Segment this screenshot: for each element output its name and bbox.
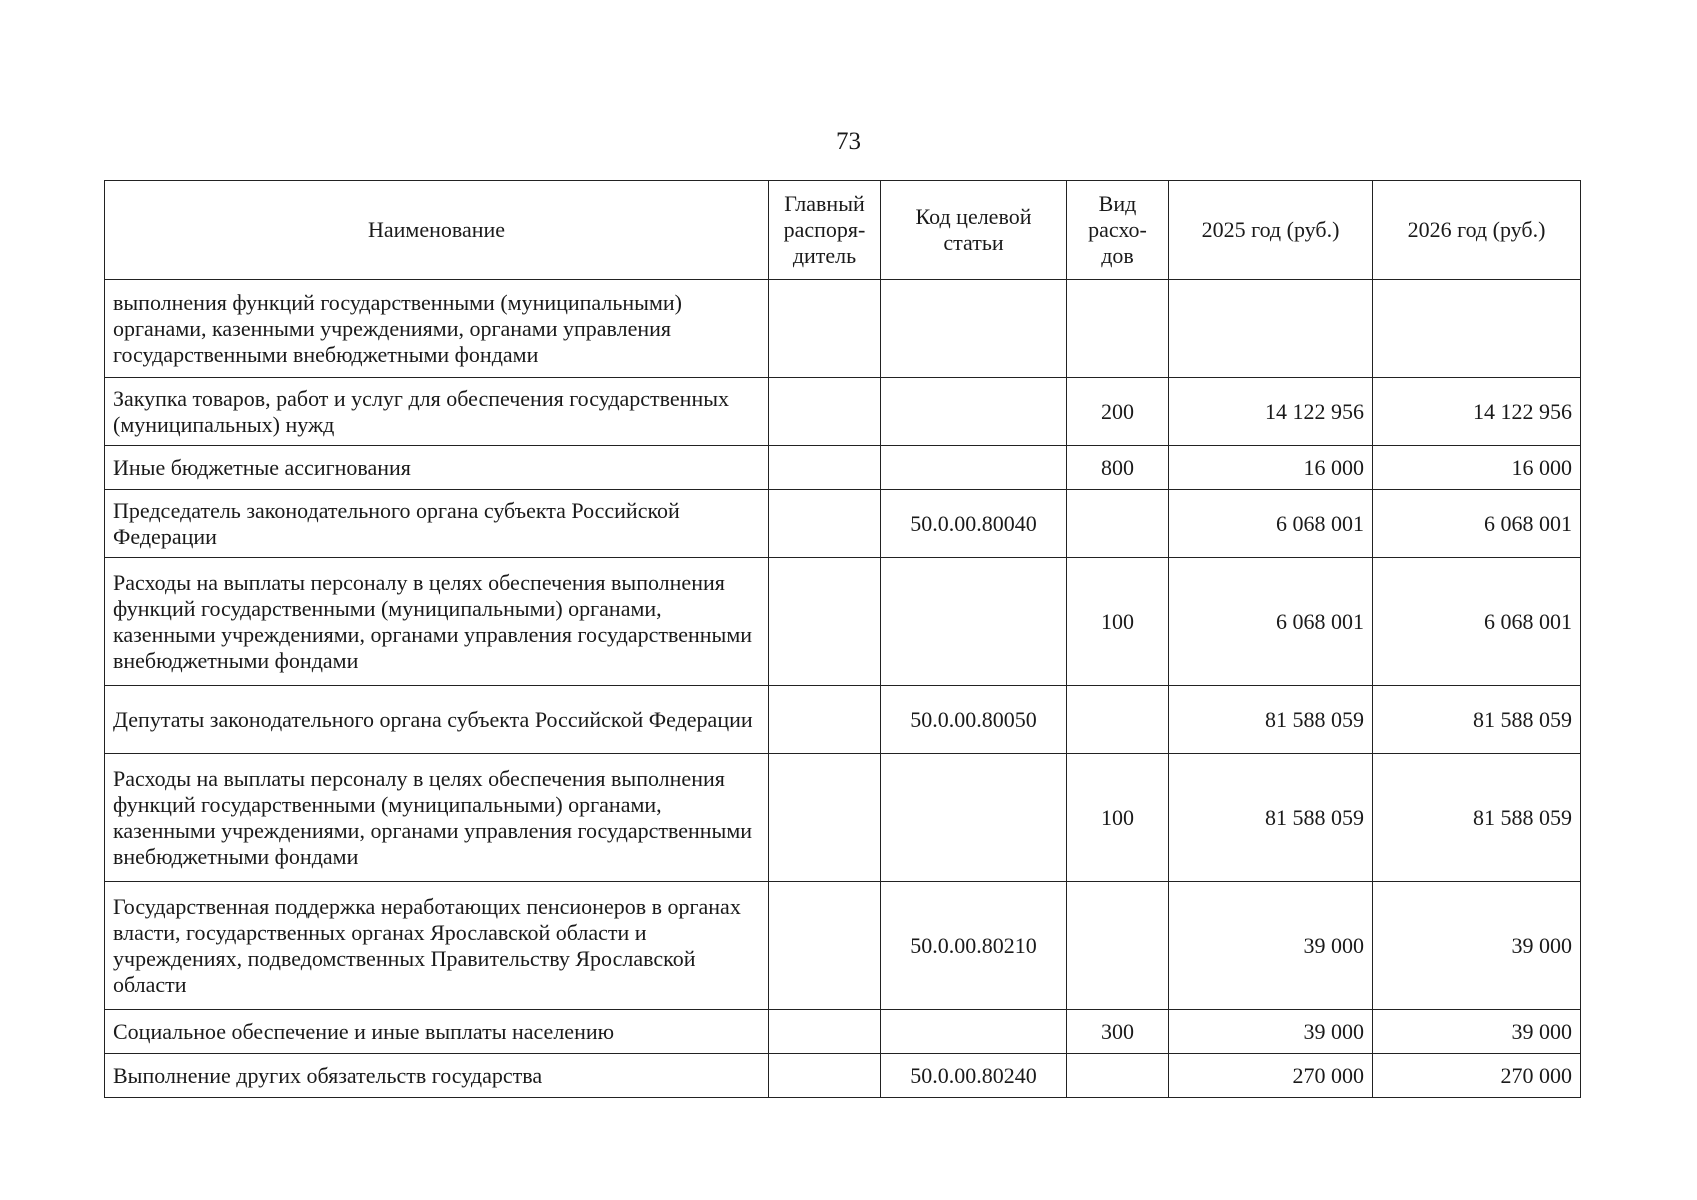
cell-code: 50.0.00.80040: [881, 490, 1067, 558]
cell-name: Расходы на выплаты персоналу в целях обеспечения выполнения функций государственными (муниципальными) органами, казенными учреждениями, органами управления государственными внебюджетными фондами: [105, 558, 769, 686]
cell-type: [1067, 490, 1169, 558]
cell-2026: 270 000: [1373, 1054, 1581, 1098]
cell-type: 800: [1067, 446, 1169, 490]
cell-2025: 39 000: [1169, 1010, 1373, 1054]
table-row: [105, 446, 1581, 490]
cell-name: Председатель законодательного органа субъекта Российской Федерации: [105, 490, 769, 558]
cell-2026: 39 000: [1373, 1010, 1581, 1054]
cell-manager: [769, 686, 881, 754]
header-manager: Главный распоря-дитель: [769, 181, 881, 280]
cell-manager: [769, 1054, 881, 1098]
cell-name: Иные бюджетные ассигнования: [105, 446, 769, 490]
cell-2026: 39 000: [1373, 882, 1581, 1010]
cell-code: [881, 558, 1067, 686]
cell-type: 100: [1067, 754, 1169, 882]
table-row: [105, 558, 1581, 686]
cell-code: 50.0.00.80240: [881, 1054, 1067, 1098]
cell-manager: [769, 882, 881, 1010]
cell-code: 50.0.00.80050: [881, 686, 1067, 754]
cell-code: 50.0.00.80210: [881, 882, 1067, 1010]
header-type: Вид расхо-дов: [1067, 181, 1169, 280]
table-body: [105, 280, 1581, 1098]
cell-type: [1067, 686, 1169, 754]
cell-2025: 270 000: [1169, 1054, 1373, 1098]
cell-2026: 16 000: [1373, 446, 1581, 490]
cell-name: Выполнение других обязательств государства: [105, 1054, 769, 1098]
table-row: [105, 882, 1581, 1010]
header-name: Наименование: [105, 181, 769, 280]
table-row: [105, 280, 1581, 378]
cell-manager: [769, 378, 881, 446]
cell-manager: [769, 490, 881, 558]
table-row: [105, 490, 1581, 558]
cell-name: Социальное обеспечение и иные выплаты населению: [105, 1010, 769, 1054]
cell-2025: [1169, 280, 1373, 378]
header-year-2025: 2025 год (руб.): [1169, 181, 1373, 280]
cell-2026: 14 122 956: [1373, 378, 1581, 446]
cell-name: Государственная поддержка неработающих пенсионеров в органах власти, государственных органах Ярославской области и учреждениях, подведомственных Правительству Ярославской области: [105, 882, 769, 1010]
header-year-2026: 2026 год (руб.): [1373, 181, 1581, 280]
cell-manager: [769, 558, 881, 686]
cell-type: [1067, 280, 1169, 378]
cell-code: [881, 378, 1067, 446]
cell-type: 100: [1067, 558, 1169, 686]
table-row: [105, 754, 1581, 882]
cell-name: Расходы на выплаты персоналу в целях обеспечения выполнения функций государственными (муниципальными) органами, казенными учреждениями, органами управления государственными внебюджетными фондами: [105, 754, 769, 882]
cell-type: 200: [1067, 378, 1169, 446]
cell-2025: 39 000: [1169, 882, 1373, 1010]
cell-2025: 81 588 059: [1169, 754, 1373, 882]
cell-manager: [769, 280, 881, 378]
cell-name: выполнения функций государственными (муниципальными) органами, казенными учреждениями, органами управления государственными внебюджетными фондами: [105, 280, 769, 378]
page-number: 73: [836, 128, 861, 155]
cell-type: [1067, 882, 1169, 1010]
cell-type: [1067, 1054, 1169, 1098]
cell-name: Депутаты законодательного органа субъекта Российской Федерации: [105, 686, 769, 754]
header-code: Код целевой статьи: [881, 181, 1067, 280]
cell-2025: 14 122 956: [1169, 378, 1373, 446]
cell-2025: 81 588 059: [1169, 686, 1373, 754]
cell-name: Закупка товаров, работ и услуг для обеспечения государственных (муниципальных) нужд: [105, 378, 769, 446]
cell-code: [881, 280, 1067, 378]
table-header-row: [105, 181, 1581, 280]
cell-manager: [769, 1010, 881, 1054]
cell-2026: 6 068 001: [1373, 558, 1581, 686]
cell-type: 300: [1067, 1010, 1169, 1054]
cell-code: [881, 1010, 1067, 1054]
cell-2025: 6 068 001: [1169, 490, 1373, 558]
cell-2025: 16 000: [1169, 446, 1373, 490]
cell-2026: 81 588 059: [1373, 754, 1581, 882]
cell-2026: 81 588 059: [1373, 686, 1581, 754]
cell-2026: 6 068 001: [1373, 490, 1581, 558]
cell-code: [881, 446, 1067, 490]
cell-manager: [769, 446, 881, 490]
table-row: [105, 378, 1581, 446]
table-row: [105, 1054, 1581, 1098]
table-row: [105, 1010, 1581, 1054]
cell-code: [881, 754, 1067, 882]
cell-2026: [1373, 280, 1581, 378]
budget-table: [104, 180, 1581, 1098]
cell-manager: [769, 754, 881, 882]
table-row: [105, 686, 1581, 754]
cell-2025: 6 068 001: [1169, 558, 1373, 686]
